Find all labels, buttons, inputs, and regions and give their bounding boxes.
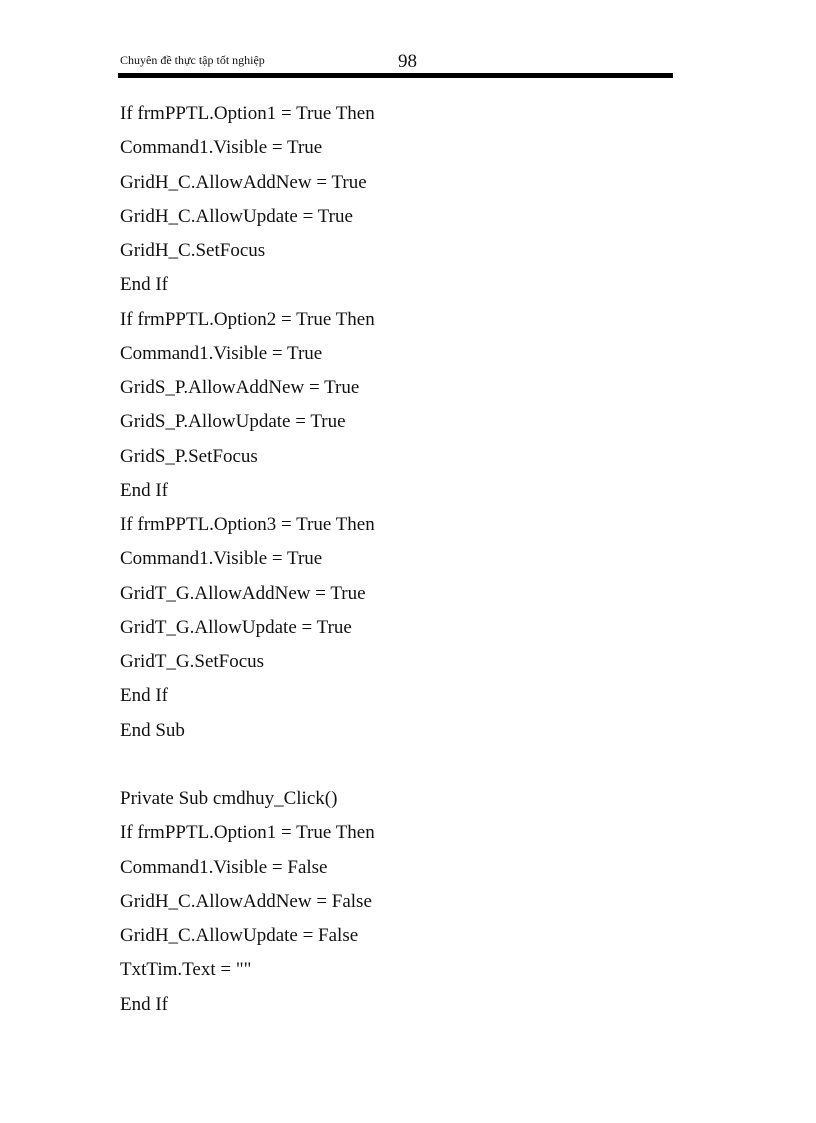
code-line: If frmPPTL.Option1 = True Then [120, 103, 375, 124]
code-line: End If [120, 685, 169, 707]
code-line: GridS_P.AllowAddNew = True [120, 377, 360, 398]
code-line: Private Sub cmdhuy_Click() [120, 788, 338, 809]
code-line: GridT_G.AllowAddNew = True [120, 582, 366, 604]
code-line: End If [120, 274, 169, 296]
code-line: GridT_G.SetFocus [120, 651, 265, 672]
code-line: GridH_C.AllowUpdate = False [120, 925, 359, 946]
code-line: If frmPPTL.Option1 = True Then [120, 822, 375, 844]
code-line: End If [120, 993, 169, 1015]
code-line: Command1.Visible = True [120, 137, 323, 159]
page-number: 98 [398, 51, 417, 72]
code-line: GridH_C.AllowUpdate = True [120, 205, 353, 227]
code-line: End If [120, 479, 169, 501]
code-line: GridS_P.AllowUpdate = True [120, 411, 346, 433]
code-line: GridH_C.AllowAddNew = True [120, 171, 367, 193]
code-line: End Sub [120, 719, 185, 741]
header-title: Chuyên đề thực tập tốt nghiệp [120, 53, 265, 67]
code-line: Command1.Visible = False [120, 856, 328, 878]
code-line: If frmPPTL.Option3 = True Then [120, 514, 375, 535]
code-line: TxtTim.Text = "" [120, 959, 252, 981]
code-line: GridT_G.AllowUpdate = True [120, 616, 352, 638]
blank-line [120, 751, 680, 785]
header-divider [118, 73, 673, 78]
code-line: If frmPPTL.Option2 = True Then [120, 308, 375, 330]
code-line: Command1.Visible = True [120, 342, 323, 364]
code-line: GridH_C.SetFocus [120, 240, 266, 261]
code-block [120, 100, 680, 1025]
code-line: Command1.Visible = True [120, 548, 323, 570]
code-line: GridH_C.AllowAddNew = False [120, 890, 372, 912]
code-line: GridS_P.SetFocus [120, 445, 258, 467]
